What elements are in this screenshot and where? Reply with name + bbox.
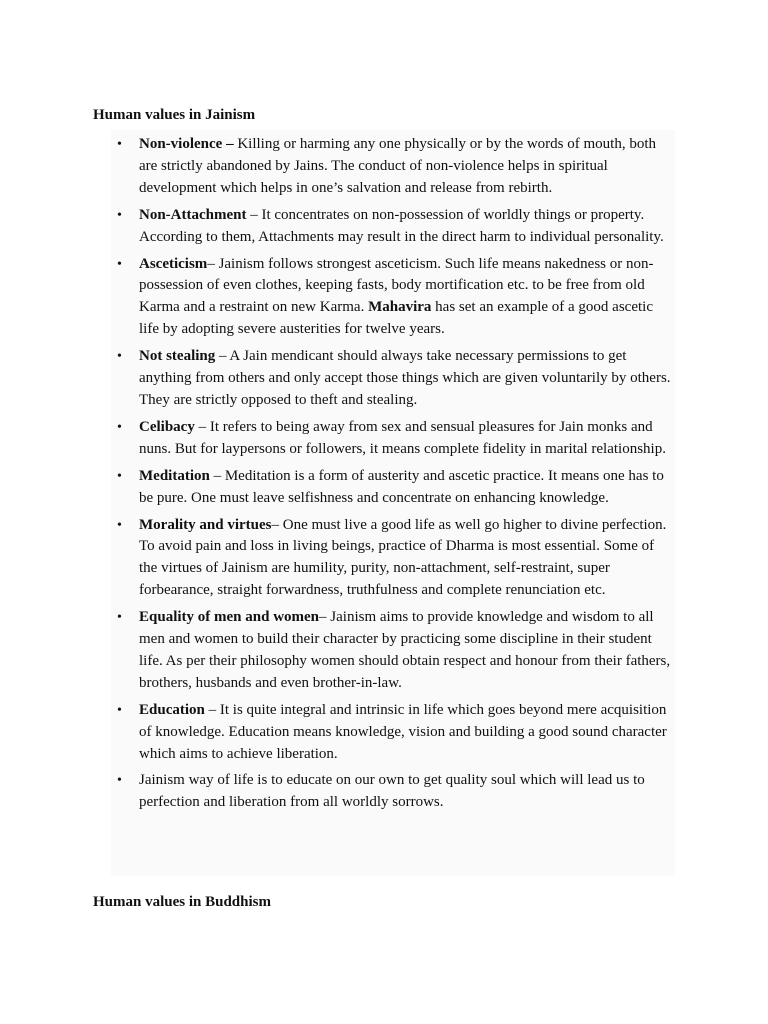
bullet-icon: •	[117, 773, 122, 789]
list-item	[117, 412, 675, 461]
list-item	[117, 602, 675, 695]
value-term: Meditation	[139, 467, 210, 484]
list-item	[117, 130, 675, 200]
jainism-values-list-container	[111, 130, 675, 876]
bullet-icon: •	[117, 207, 122, 223]
value-description-continued: has set an example of a good ascetic life by adopting severe austerities for twelve years.	[139, 299, 653, 338]
value-term: Celibacy	[139, 418, 195, 435]
value-description: – Jainism aims to provide knowledge and wisdom to all men and women to build their character by practicing some discipline in their student life. As per their philosophy women should obtain respect and honour from their fathers, brothers, husbands and even brother-in-law.	[139, 609, 671, 691]
list-item	[117, 200, 675, 249]
section-heading-buddhism: Human values in Buddhism	[93, 894, 271, 910]
bullet-icon: •	[117, 137, 122, 152]
value-description: – Meditation is a form of austerity and ascetic practice. It means one has to be pure. One must leave selfishness and concentrate on enhancing knowledge.	[139, 467, 664, 506]
bullet-icon: •	[117, 349, 122, 365]
list-item	[117, 341, 675, 412]
value-term: Education	[139, 701, 205, 718]
bullet-icon: •	[117, 517, 122, 533]
value-term: Non-violence –	[139, 136, 234, 152]
value-term: Non-Attachment	[139, 206, 247, 223]
value-term: Asceticism	[139, 255, 208, 272]
value-description: – It concentrates on non-possession of worldly things or property. According to them, Attachments may result in the direct harm to individual personality.	[139, 206, 664, 245]
value-term: Morality and virtues	[139, 516, 272, 533]
list-item	[117, 249, 675, 342]
section-heading-jainism: Human values in Jainism	[93, 107, 256, 123]
value-term: Equality of men and women	[139, 609, 320, 626]
bullet-icon: •	[117, 256, 122, 272]
value-description: – Jainism follows strongest asceticism. Such life means nakedness or non-possession of even clothes, keeping fasts, body mortification etc. to be free from old Karma and a restraint on new Karma.	[139, 255, 654, 316]
value-description: – One must live a good life as well go higher to divine perfection. To avoid pain and loss in living beings, practice of Dharma is most essential. Some of the virtues of Jainism are humility, purity, non-attachment, self-restraint, super forbearance, straight forwardness, truthfulness and complete renunciation etc.	[139, 516, 667, 599]
bullet-icon: •	[117, 468, 122, 484]
list-item	[117, 765, 675, 814]
bullet-icon: •	[117, 610, 122, 626]
list-item	[117, 695, 675, 766]
value-description: – It is quite integral and intrinsic in life which goes beyond mere acquisition of knowledge. Education means knowledge, vision and building a good sound character which aims to achieve liberation.	[139, 701, 667, 762]
value-description: Killing or harming any one physically or by the words of mouth, both are strictly abandoned by Jains. The conduct of non-violence helps in spiritual development which helps in one’s salvation and release from rebirth.	[139, 136, 657, 196]
value-term: Not stealing	[139, 348, 216, 365]
bullet-icon: •	[117, 702, 122, 718]
bullet-icon: •	[117, 419, 122, 435]
list-item	[117, 510, 675, 603]
value-description: – A Jain mendicant should always take necessary permissions to get anything from others and only accept those things which are given voluntarily by others. They are strictly opposed to theft and stealing.	[139, 348, 671, 408]
value-description: – It refers to being away from sex and sensual pleasures for Jain monks and nuns. But for laypersons or followers, it means complete fidelity in marital relationship.	[139, 418, 666, 457]
value-inline-bold: Mahavira	[368, 299, 432, 316]
list-item	[117, 461, 675, 510]
jainism-values-list	[111, 130, 675, 814]
value-description: Jainism way of life is to educate on our own to get quality soul which will lead us to perfection and liberation from all worldly sorrows.	[139, 772, 645, 811]
